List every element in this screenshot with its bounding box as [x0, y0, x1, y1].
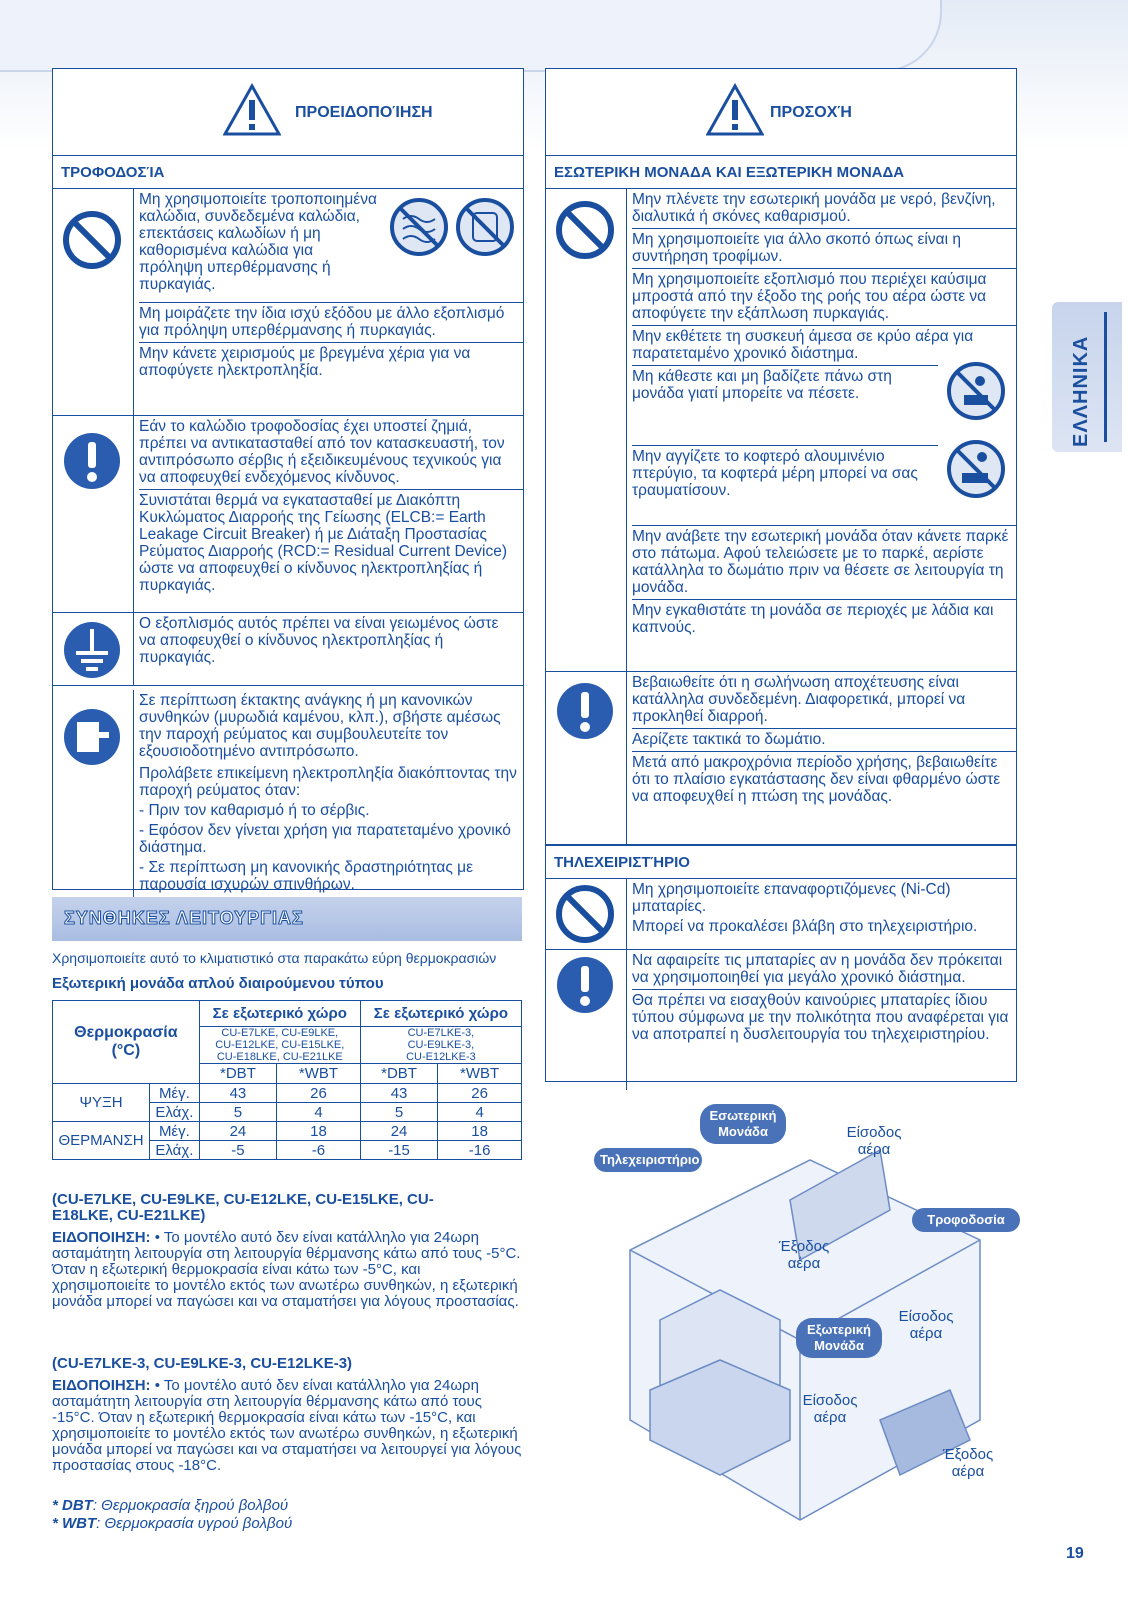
no-extension-cable-icon — [455, 197, 515, 257]
col-head-1: Σε εξωτερικό χώρο — [199, 1001, 360, 1027]
level-cell: Ελάχ. — [150, 1141, 200, 1160]
warning-text-6: Ο εξοπλισμός αυτός πρέπει να είναι γειωμένος ώστε να αποφευχθεί ο κίνδυνος ηλεκτροπληξίας ή πυρκαγιάς. — [139, 615, 499, 666]
models-a: (CU-E7LKE, CU-E9LKE, CU-E12LKE, CU-E15LKE, CU-E18LKE, CU-E21LKE) — [52, 1191, 434, 1224]
warning-row-disconnect — [53, 690, 523, 900]
conditions-banner — [52, 897, 522, 941]
language-tab — [1052, 302, 1122, 452]
indoor-unit-label: Εσωτερική Μονάδα — [700, 1104, 786, 1144]
mandatory-icon — [554, 954, 616, 1016]
caution-text-11: Μετά από μακροχρόνια περίοδο χρήσης, βεβαιωθείτε ότι το πλαίσιο εγκατάστασης δεν είναι φθαρμένο ώστε να αποφευχθεί η πτώση της μονάδας. — [632, 751, 1016, 808]
mandatory-icon — [61, 430, 123, 492]
warning-triangle-icon — [223, 83, 281, 137]
note-b-label: ΕΙΔΟΠΟΙΗΣΗ: — [52, 1377, 151, 1394]
warning-list-1: - Πριν τον καθαρισμό ή το σέρβις. — [139, 802, 370, 819]
warning-title: ΠΡΟΕΙΔΟΠΟΊΗΣΗ — [295, 104, 433, 121]
wbt-key: * WBT — [52, 1515, 97, 1532]
remote-text-3: Να αφαιρείτε τις μπαταρίες αν η μονάδα δεν πρόκειται να χρησιμοποιηθεί για μεγάλο χρονικό διάστημα. — [632, 952, 1003, 986]
temp-unit: (°C) — [111, 1042, 141, 1059]
no-touch-fin-icon — [946, 439, 1006, 499]
value-cell: 5 — [360, 1103, 437, 1122]
note-b — [52, 1378, 522, 1474]
caution-box — [545, 68, 1017, 1082]
mandatory-icon — [554, 680, 616, 742]
warning-text-7: Σε περίπτωση έκτακτης ανάγκης ή μη κανονικών συνθηκών (μυρωδιά καμένου, κλπ.), σβήστε αμέσως την παροχή ρεύματος και συμβουλευτείτε τον εξουσιοδοτημένο αντιπρόσωπο. — [139, 692, 501, 760]
prohibited-icon — [554, 199, 616, 261]
caution-text-9: Βεβαιωθείτε ότι η σωλήνωση αποχέτευσης είναι κατάλληλα συνδεδεμένη. Διαφορετικά, μπορεί να προκληθεί διαρροή. — [632, 674, 966, 725]
unplug-icon — [61, 706, 123, 768]
warning-list-2: - Εφόσον δεν γίνεται χρήση για παρατεταμένο χρονικό διάστημα. — [139, 822, 511, 856]
value-cell: 4 — [277, 1103, 361, 1122]
warning-row-prohibited — [53, 189, 523, 416]
level-cell: Ελάχ. — [150, 1103, 200, 1122]
value-cell: 5 — [199, 1103, 276, 1122]
caution-text-4: Μην εκθέτετε τη συσκευή άμεσα σε κρύο αέρα για παρατεταμένο χρονικό διάστημα. — [632, 325, 1016, 365]
mode-cell: ΘΕΡΜΑΝΣΗ — [53, 1122, 150, 1160]
warning-text-3: Μην κάνετε χειρισμούς με βρεγμένα χέρια για να αποφύγετε ηλεκτροπληξία. — [139, 342, 523, 382]
models-group-2 — [360, 1027, 521, 1064]
wbt-legend — [52, 1516, 292, 1532]
wbt-text: : Θερμοκρασία υγρού βολβού — [96, 1515, 293, 1532]
conditions-subtitle: Εξωτερική μονάδα απλού διαιρούμενου τύπου — [52, 975, 384, 992]
prohibited-icon — [61, 209, 123, 271]
remote-label: Τηλεχειριστήριο — [594, 1148, 702, 1172]
units-heading: ΕΣΩΤΕΡΙΚΗ ΜΟΝΑΔΑ ΚΑΙ ΕΞΩΤΕΡΙΚΗ ΜΟΝΑΔΑ — [546, 156, 1016, 189]
col-head-2: Σε εξωτερικό χώρο — [360, 1001, 521, 1027]
air-out-label-1: Έξοδος αέρα — [778, 1238, 830, 1272]
dbt-text: : Θερμοκρασία ξηρού βολβού — [92, 1497, 289, 1514]
value-cell: 43 — [199, 1084, 276, 1103]
caution-text-7: Μην ανάβετε την εσωτερική μονάδα όταν κάνετε παρκέ στο πάτωμα. Αφού τελειώσετε με το παρκέ, αερίστε κατάλληλα το δωμάτιο πριν να θέσετε σε λειτουργία τη μονάδα. — [632, 525, 1016, 599]
model-line: CU-E7LKE-3, — [407, 1027, 475, 1039]
air-in-label-1: Είσοδος αέρα — [846, 1124, 902, 1158]
warning-text-8: Προλάβετε επικείμενη ηλεκτροπληξία διακόπτοντας την παροχή ρεύματος όταν: — [139, 765, 517, 799]
remote-text-2: Μπορεί να προκαλέσει βλάβη στο τηλεχειριστήριο. — [632, 918, 978, 935]
warning-row-ground — [53, 613, 523, 686]
page-number: 19 — [1066, 1545, 1084, 1562]
remote-text-1: Μη χρησιμοποιείτε επαναφορτιζόμενες (Ni-Cd) μπαταρίες. — [632, 881, 951, 915]
value-cell: 18 — [277, 1122, 361, 1141]
models-group-1 — [199, 1027, 360, 1064]
decorative-curve — [0, 0, 942, 72]
note-a-text: • Το μοντέλο αυτό δεν είναι κατάλληλο για 24ωρη ασταμάτητη λειτουργία στη λειτουργία θέρμανσης κάτω από τους -5°C. Όταν η εξωτερική θερμοκρασία είναι κάτω των -5°C, και χρησιμοποιείτε το μοντέλο εκτός των ανωτέρω συνθηκών, η εξωτερική μονάδα μπορεί να παγώσει και να σταματήσει για λόγους προστασίας. — [52, 1229, 521, 1310]
caution-header — [546, 69, 1016, 156]
value-cell: 4 — [438, 1103, 522, 1122]
caution-text-2: Μη χρησιμοποιείτε για άλλο σκοπό όπως είναι η συντήρηση τροφίμων. — [632, 228, 1016, 268]
level-cell: Μέγ. — [150, 1084, 200, 1103]
caution-title: ΠΡΟΣΟΧΉ — [770, 104, 852, 121]
caution-row-prohibited — [546, 189, 1016, 672]
remote-row-mandatory — [546, 950, 1016, 1090]
temp-label: Θερμοκρασία — [74, 1024, 178, 1041]
caution-row-mandatory — [546, 672, 1016, 845]
warning-text-1: Μη χρησιμοποιείτε τροποποιημένα καλώδια, συνδεδεμένα καλώδια, επεκτάσεις καλωδίων ή μη καθορισμένα καλώδια για πρόληψη υπερθέρμανσης ή πυρκαγιάς. — [139, 191, 377, 293]
no-modified-cable-icon — [389, 197, 449, 257]
model-line: CU-E18LKE, CU-E21LKE — [216, 1051, 343, 1063]
value-cell: 24 — [360, 1122, 437, 1141]
air-in-label-2: Είσοδος αέρα — [898, 1308, 954, 1342]
value-cell: -16 — [438, 1141, 522, 1160]
warning-list-3: - Σε περίπτωση μη κανονικής δραστηριότητας με παρουσία ισχυρών σπινθήρων. — [139, 859, 474, 893]
warning-text-5: Συνιστάται θερμά να εγκατασταθεί με Διακόπτη Κυκλώματος Διαρροής της Γείωσης (ELCB:= Earth Leakage Circuit Breaker) ή με Διάταξη Προστασίας Ρεύματος Διαρροής (RCD:= Residual Current Device) ώστε να αποφευχθεί ο κίνδυνος ηλεκτροπληξίας ή πυρκαγιάς. — [139, 489, 523, 597]
air-in-label-3: Είσοδος αέρα — [802, 1392, 858, 1426]
caution-triangle-icon — [706, 83, 764, 137]
caution-text-6: Μην αγγίζετε το κοφτερό αλουμινένιο πτερύγιο, τα κοφτερά μέρη μπορεί να σας τραυματίσουν. — [632, 445, 938, 525]
remote-heading: ΤΗΛΕΧΕΙΡΙΣΤΉΡΙΟ — [546, 845, 1016, 879]
model-line: CU-E12LKE, CU-E15LKE, — [215, 1039, 345, 1051]
models-b: (CU-E7LKE-3, CU-E9LKE-3, CU-E12LKE-3) — [52, 1355, 353, 1372]
dbt-key: * DBT — [52, 1497, 93, 1514]
warning-text-2: Μη μοιράζετε την ίδια ισχύ εξόδου με άλλο εξοπλισμό για πρόληψη υπερθέρμανσης ή πυρκαγιάς. — [139, 302, 523, 342]
power-label: Τροφοδοσία — [912, 1208, 1020, 1232]
caution-text-5: Μη κάθεστε και μη βαδίζετε πάνω στη μονάδα γιατί μπορείτε να πέσετε. — [632, 365, 938, 445]
caution-text-1: Μην πλένετε την εσωτερική μονάδα με νερό, βενζίνη, διαλυτικά ή σκόνες καθαρισμού. — [632, 191, 996, 225]
caution-text-8: Μην εγκαθιστάτε τη μονάδα σε περιοχές με λάδια και καπνούς. — [632, 599, 1016, 639]
no-sitting-icon — [946, 361, 1006, 421]
note-b-text: • Το μοντέλο αυτό δεν είναι κατάλληλο για 24ωρη ασταμάτητη λειτουργία στη λειτουργία θέρμανσης κάτω από τους -15°C. Όταν η εξωτερική θερμοκρασία είναι κάτω των -15°C, και χρησιμοποιείτε το μοντέλο εκτός των ανωτέρω συνθηκών, η εξωτερική μονάδα μπορεί να παγώσει και να σταματήσει να λειτουργεί για λόγους προστασίας στους -18°C. — [52, 1377, 522, 1474]
value-cell: 26 — [438, 1084, 522, 1103]
note-a — [52, 1230, 522, 1310]
warning-header — [53, 69, 523, 156]
unit-cell: *DBT — [360, 1064, 437, 1084]
air-out-label-2: Έξοδος αέρα — [942, 1446, 994, 1480]
conditions-table — [52, 1000, 522, 1160]
model-line: CU-E7LKE, CU-E9LKE, — [221, 1027, 339, 1039]
warning-row-mandatory — [53, 416, 523, 613]
dbt-legend — [52, 1498, 288, 1514]
unit-cell: *DBT — [199, 1064, 276, 1084]
warning-text-4: Εάν το καλώδιο τροφοδοσίας έχει υποστεί ζημιά, πρέπει να αντικατασταθεί από τον κατασκευαστή, τον αντιπρόσωπο σέρβις ή εξειδικευμένους τεχνικούς για να αποφευχθεί ενδεχόμενος κίνδυνος. — [139, 418, 505, 486]
warning-box — [52, 68, 524, 893]
value-cell: -5 — [199, 1141, 276, 1160]
conditions-title: ΣΥΝΘΗΚΕΣ ΛΕΙΤΟΥΡΓΙΑΣ — [64, 908, 304, 928]
power-supply-heading: ΤΡΟΦΟΔΟΣΊΑ — [53, 156, 523, 189]
value-cell: 26 — [277, 1084, 361, 1103]
value-cell: 18 — [438, 1122, 522, 1141]
value-cell: -6 — [277, 1141, 361, 1160]
caution-text-10: Αερίζετε τακτικά το δωμάτιο. — [632, 728, 1016, 751]
unit-cell: *WBT — [277, 1064, 361, 1084]
remote-text-4: Θα πρέπει να εισαχθούν καινούριες μπαταρίες ίδιου τύπου σύμφωνα με την πολικότητα που αναφέρεται για να αποτραπεί η δυσλειτουργία του τηλεχειριστηρίου. — [632, 989, 1016, 1046]
mode-cell: ΨΥΞΗ — [53, 1084, 150, 1122]
note-a-label: ΕΙΔΟΠΟΙΗΣΗ: — [52, 1229, 151, 1246]
prohibited-icon — [554, 883, 616, 945]
value-cell: 43 — [360, 1084, 437, 1103]
unit-cell: *WBT — [438, 1064, 522, 1084]
value-cell: -15 — [360, 1141, 437, 1160]
conditions-intro: Χρησιμοποιείτε αυτό το κλιματιστικό στα παρακάτω εύρη θερμοκρασιών — [52, 950, 497, 966]
caution-text-3: Μη χρησιμοποιείτε εξοπλισμό που περιέχει καύσιμα μπροστά από την έξοδο της ροής του αέρα ώστε να αποφύγετε την εξάπλωση πυρκαγιάς. — [632, 268, 1016, 325]
model-line: CU-E12LKE-3 — [406, 1051, 476, 1063]
value-cell: 24 — [199, 1122, 276, 1141]
outdoor-unit-label: Εξωτερική Μονάδα — [796, 1318, 882, 1358]
ground-icon — [61, 619, 123, 681]
language-tab-label: ΕΛΛΗΝΙΚΑ — [1070, 335, 1092, 447]
level-cell: Μέγ. — [150, 1122, 200, 1141]
remote-row-prohibited — [546, 879, 1016, 950]
model-line: CU-E9LKE-3, — [407, 1039, 475, 1051]
